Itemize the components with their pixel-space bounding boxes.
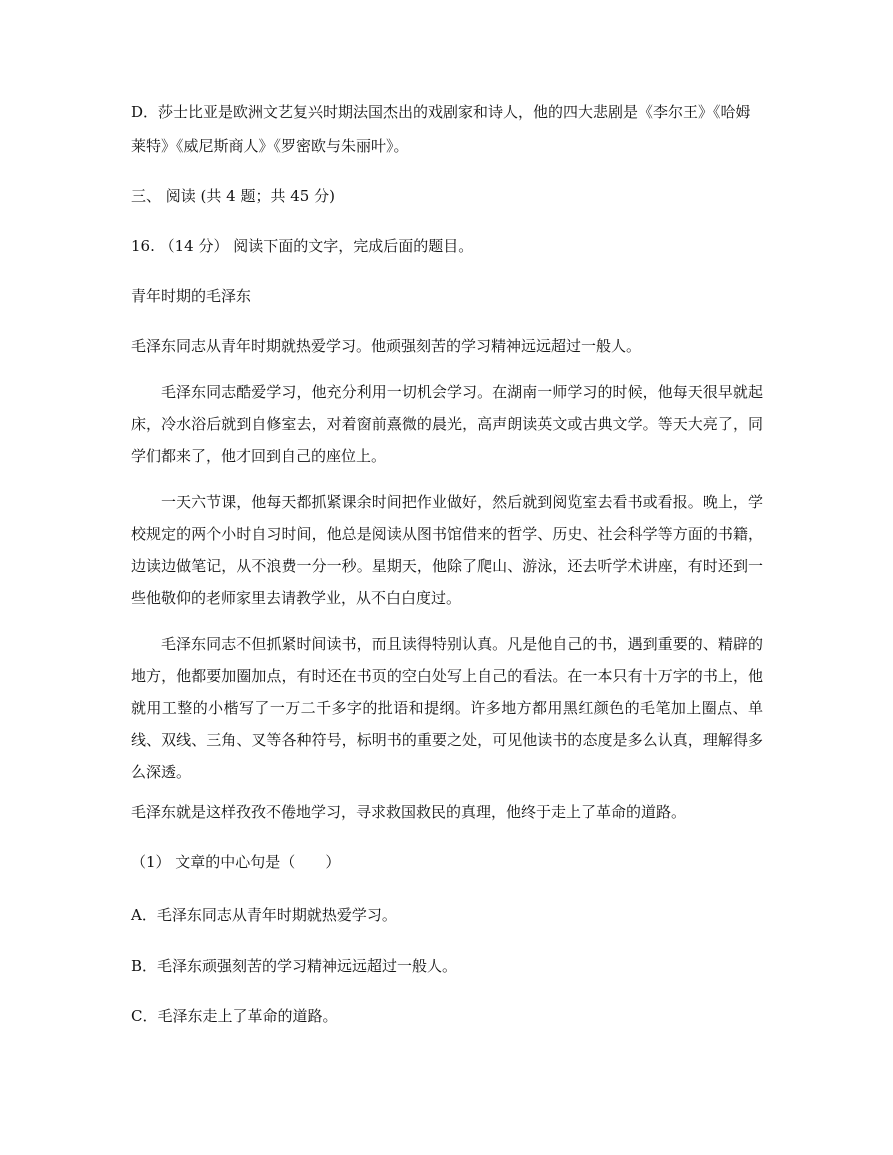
option-a: A．毛泽东同志从青年时期就热爱学习。: [131, 906, 397, 924]
paragraph-text: 毛泽东同志不但抓紧时间读书，而且读得特别认真。凡是他自己的书，遇到重要的、精辟的地方，他都要加圈加点，有时还在书页的空白处写上自己的看法。在一本只有十万字的书上，他就用工整的小楷写了一万二千多字的批语和提纲。许多地方都用黑红颜色的毛笔加上圈点、单线、双线、三角、叉等各种符号，标明书的重要之处，可见他读书的态度是多么认真，理解得多么深透。: [131, 635, 763, 781]
article-paragraph-3: [131, 628, 763, 788]
option-d-line-2: 莱特》《威尼斯商人》《罗密欧与朱丽叶》。: [131, 137, 409, 155]
question-header: 16. （14 分） 阅读下面的文字，完成后面的题目。: [131, 237, 474, 255]
option-c: C．毛泽东走上了革命的道路。: [131, 1007, 338, 1025]
article-paragraph-2: [131, 486, 763, 614]
option-b: B．毛泽东顽强刻苦的学习精神远远超过一般人。: [131, 957, 458, 975]
article-conclusion: 毛泽东就是这样孜孜不倦地学习，寻求救国救民的真理，他终于走上了革命的道路。: [131, 803, 687, 821]
paragraph-text: 一天六节课，他每天都抓紧课余时间把作业做好，然后就到阅览室去看书或看报。晚上，学校规定的两个小时自习时间，他总是阅读从图书馆借来的哲学、历史、社会科学等方面的书籍，边读边做笔记，从不浪费一分一秒。星期天，他除了爬山、游泳，还去听学术讲座，有时还到一些他敬仰的老师家里去请教学业，从不白白度过。: [131, 493, 763, 607]
paragraph-text: 毛泽东同志酷爱学习，他充分利用一切机会学习。在湖南一师学习的时候，他每天很早就起床，冷水浴后就到自修室去，对着窗前熹微的晨光，高声朗读英文或古典文学。等天大亮了，同学们都来了，他才回到自己的座位上。: [131, 383, 763, 465]
option-d-line-1: D．莎士比亚是欧洲文艺复兴时期法国杰出的戏剧家和诗人，他的四大悲剧是《李尔王》《哈姆: [131, 103, 751, 121]
subquestion-prompt: （1） 文章的中心句是（ ）: [131, 853, 341, 871]
article-title: 青年时期的毛泽东: [131, 287, 252, 305]
article-thesis: 毛泽东同志从青年时期就热爱学习。他顽强刻苦的学习精神远远超过一般人。: [131, 337, 642, 355]
article-paragraph-1: [131, 376, 763, 472]
section-title: 三、 阅读 (共 4 题；共 45 分): [131, 187, 335, 205]
